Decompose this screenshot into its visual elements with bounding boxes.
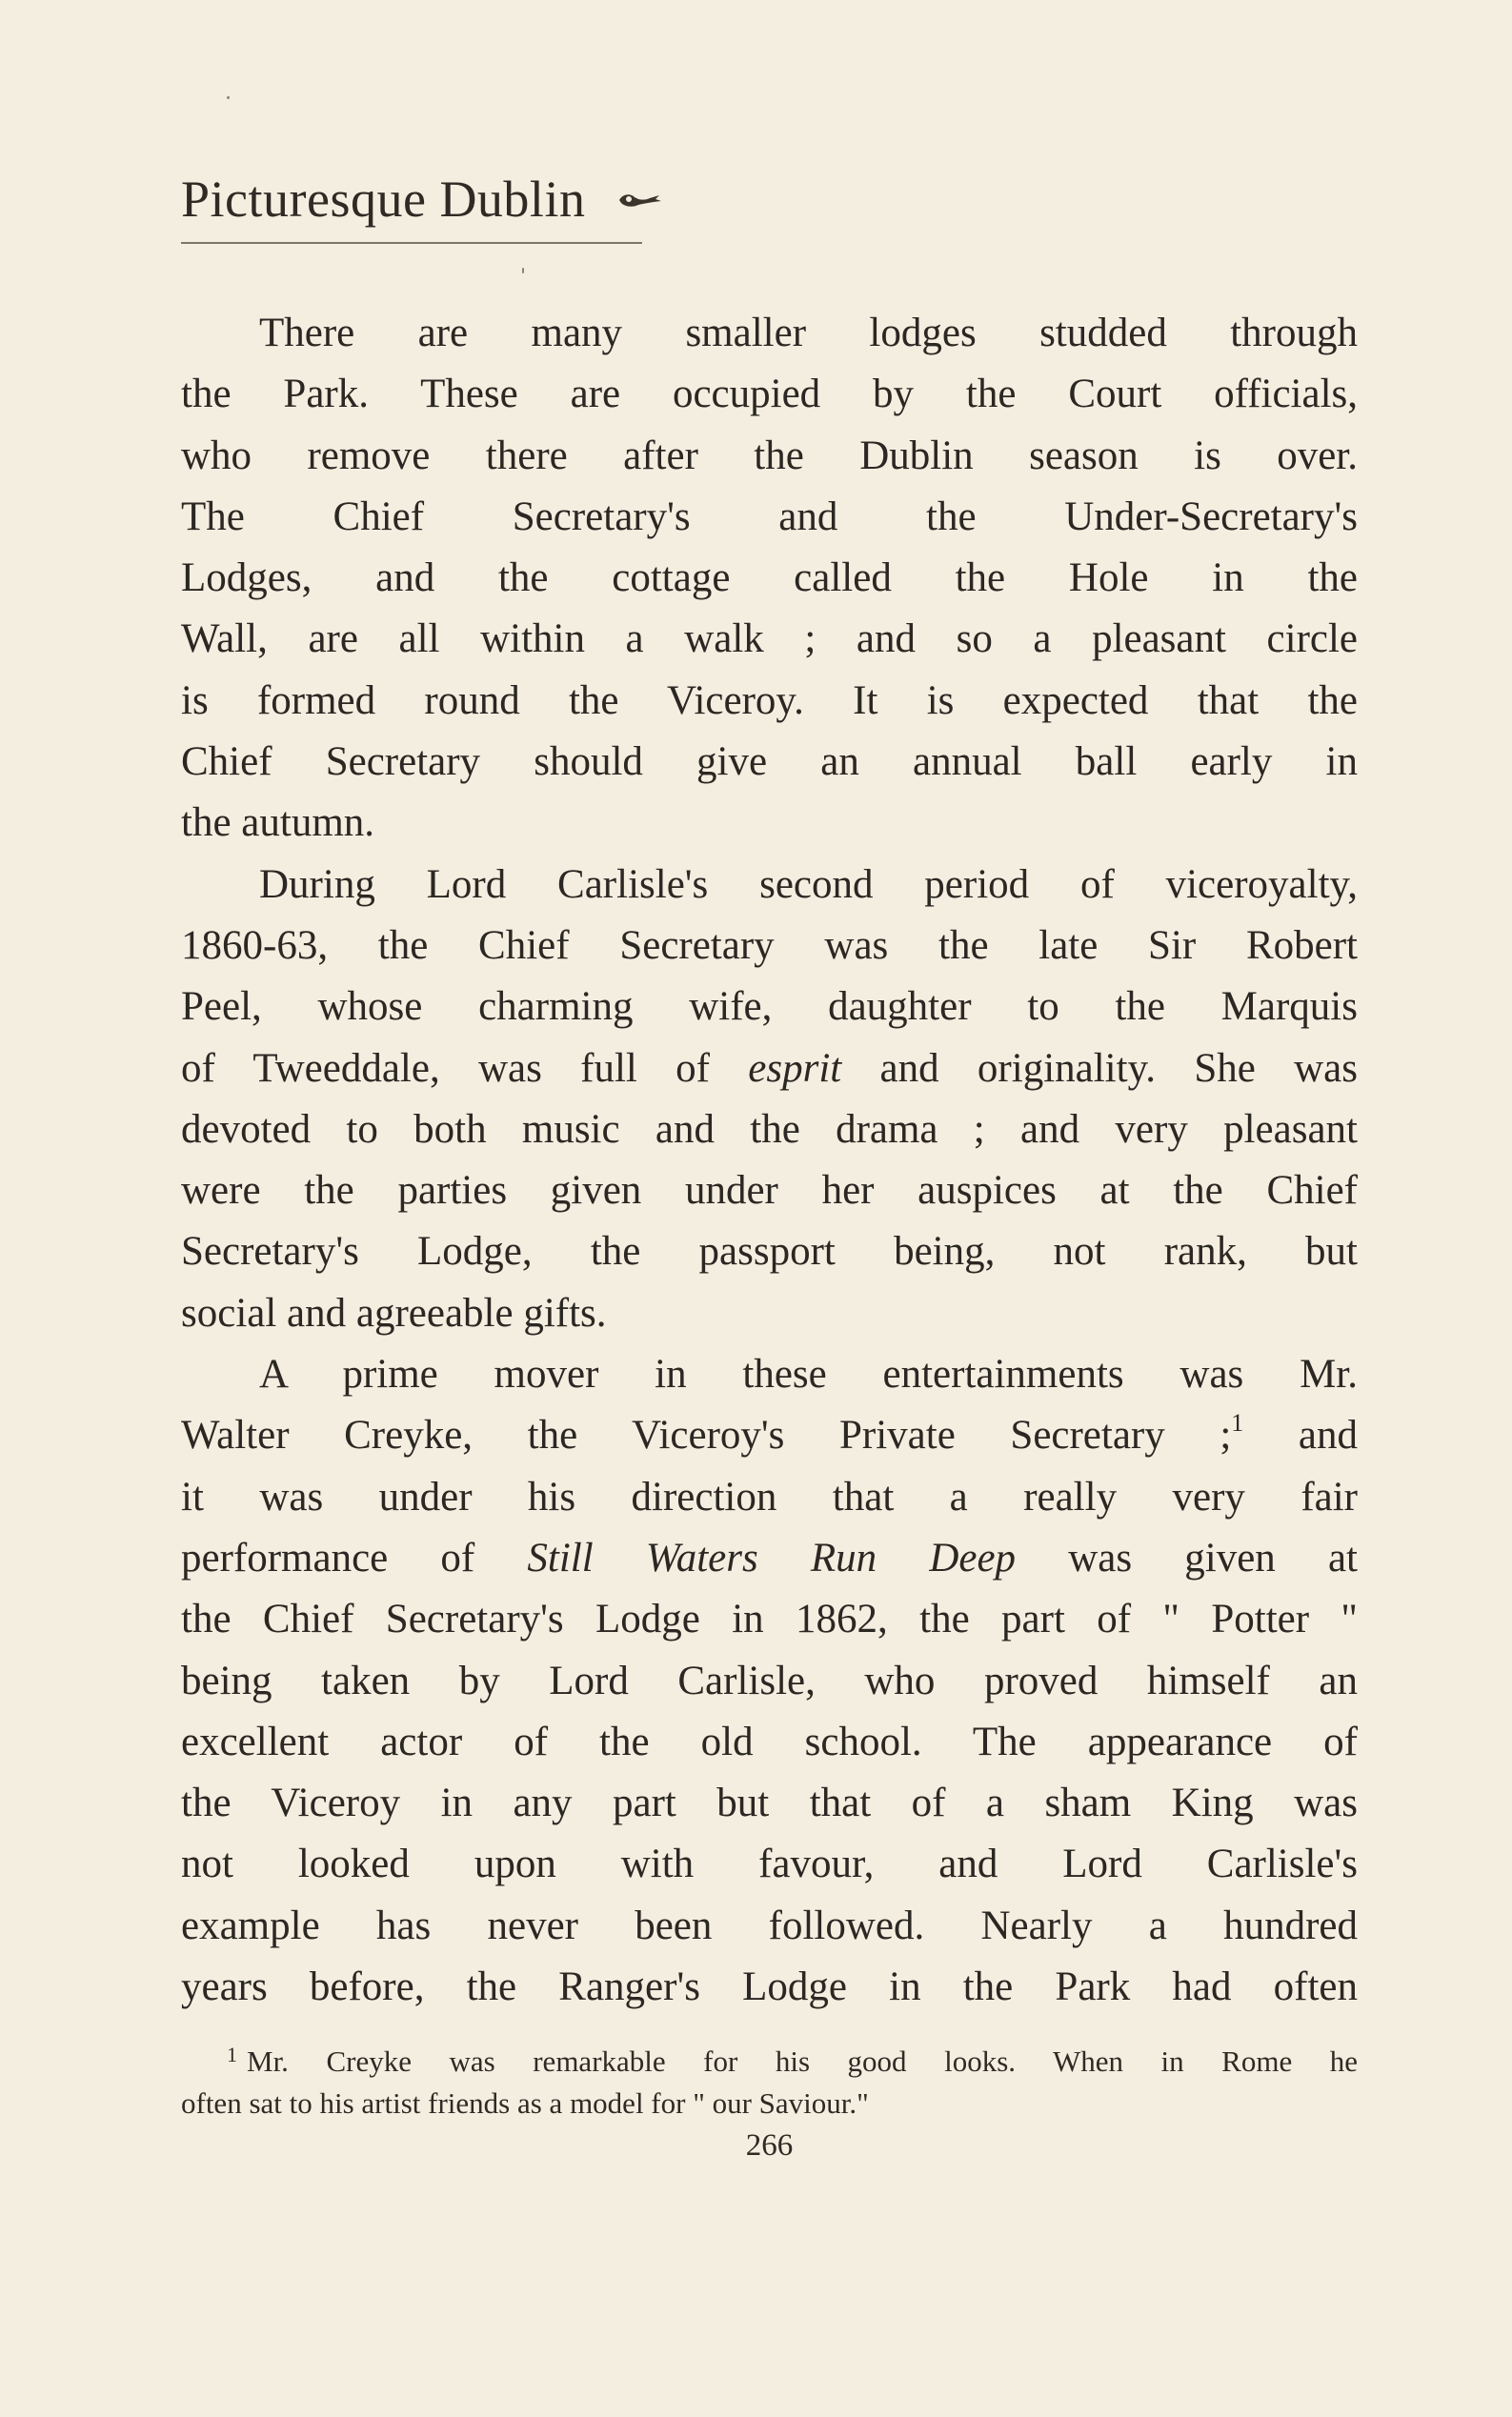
text-line: 1860-63, the Chief Secretary was the late Sir Robert [181,922,1358,968]
text-run: of Tweeddale, was full of [181,1045,710,1091]
text-line: There are many smaller lodges studded through [259,311,1358,355]
text-line: Wall, are all within a walk ; and so a pleasant circle [181,616,1358,662]
text-line: Secretary's Lodge, the passport being, not rank, but [181,1229,1358,1275]
text-line: excellent actor of the old school. The appearance of [181,1719,1358,1764]
text-line: During Lord Carlisle's second period of viceroyalty, [259,861,1358,907]
hand-pointer-ornament-icon [617,188,663,211]
paragraph-2 [181,855,1358,1344]
text-line: social and agreeable gifts. [181,1290,607,1336]
text-line: it was under his direction that a really very fair [181,1474,1358,1520]
footnote-mark: 1 [227,2043,237,2066]
page-number: 266 [745,2128,794,2163]
text-line: who remove there after the Dublin season is over. [181,433,1358,478]
running-head-rule [181,242,642,244]
text-line: Chief Secretary should give an annual ball early in [181,739,1358,785]
footnote-line [181,2041,1358,2083]
text-run: and [1243,1413,1358,1459]
text-line-with-italic [181,1528,1358,1589]
text-line: The Chief Secretary's and the Under-Secretary's [181,493,1358,539]
text-line: devoted to both music and the drama ; and very pleasant [181,1106,1358,1152]
text-run: Walter Creyke, the Viceroy's Private Secretary ; [181,1413,1232,1459]
text-line: the autumn. [181,800,375,846]
running-head-title: Picturesque Dublin [181,171,586,228]
text-line: the Park. These are occupied by the Court officials, [181,372,1358,417]
footnote-line: often sat to his artist friends as a model for " our Saviour." [181,2086,869,2120]
text-line: Peel, whose charming wife, daughter to the Marquis [181,984,1358,1030]
text-line: Lodges, and the cottage called the Hole in the [181,555,1358,601]
paragraph-1 [181,303,1358,855]
text-line: not looked upon with favour, and Lord Carlisle's [181,1842,1358,1887]
text-run: was given at [1068,1535,1359,1581]
footnote-text: Mr. Creyke was remarkable for his good looks. When in Rome he [247,2044,1358,2078]
italic-word-esprit: esprit [748,1045,842,1091]
footnote [181,2041,1358,2125]
text-run: performance of [181,1535,475,1581]
text-line: years before, the Ranger's Lodge in the Park had often [181,1964,1358,2010]
running-head [181,170,663,229]
text-line: example has never been followed. Nearly a hundred [181,1903,1358,1948]
text-line: the Viceroy in any part but that of a sham King was [181,1781,1358,1826]
body-text [181,303,1358,2018]
text-line: were the parties given under her auspices at the Chief [181,1168,1358,1214]
paper-speck [227,96,230,99]
paragraph-3 [181,1344,1358,2018]
text-line: is formed round the Viceroy. It is expected that the [181,677,1358,723]
text-line: the Chief Secretary's Lodge in 1862, the part of " Potter " [181,1597,1358,1642]
text-line: being taken by Lord Carlisle, who proved himself an [181,1658,1358,1703]
footnote-reference[interactable]: 1 [1231,1409,1244,1438]
text-line: A prime mover in these entertainments was Mr. [259,1352,1358,1398]
text-line-with-italic [181,1038,1358,1099]
text-line-with-footnote-ref [181,1405,1358,1466]
text-run: and originality. She was [879,1045,1358,1091]
italic-play-title: Still Waters Run Deep [527,1535,1017,1581]
paper-speck [522,268,524,273]
book-page [181,0,1358,2417]
